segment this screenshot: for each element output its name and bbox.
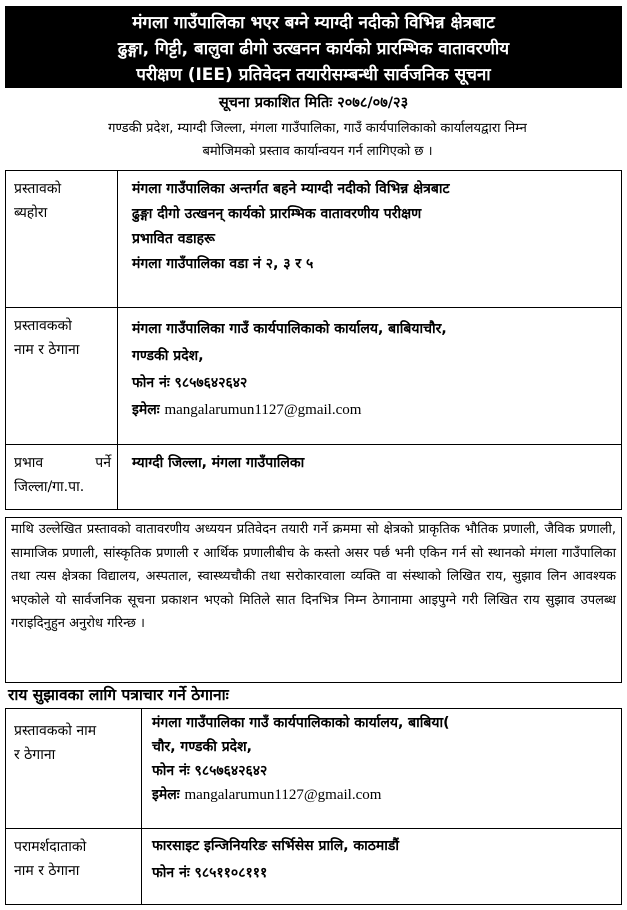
row-value: मंगला गाउँपालिका गाउँ कार्यपालिकाको कार्यालय, बाबिया( चौर, गण्डकी प्रदेश, फोन नंः ९८५७६४२६४२ इमेलः mangalarumun1127@gmail.com — [152, 711, 613, 807]
row-value: मंगला गाउँपालिका अन्तर्गत बहने म्याग्दी नदीको विभिन्न क्षेत्रबाट ढुङ्गा दीगो उत्खनन् कार्यको प्रारम्भिक वातावरणीय परीक्षण प्रभावित वडाहरू मंगला गाउँपालिका वडा नं २, ३ र ५ — [132, 181, 450, 272]
row-label: परामर्शदाताको नाम र ठेगाना — [6, 829, 142, 904]
row-label: प्रस्तावकको नाम र ठेगाना — [6, 709, 142, 828]
table-row-consultant — [6, 829, 621, 904]
phone-number: फोन नंः ९८५११०८१११ — [152, 865, 268, 881]
title-line-1: मंगला गाउँपालिका भएर बग्ने म्याग्दी नदीको विभिन्न क्षेत्रबाट — [132, 13, 495, 33]
title-line-2: ढुङ्गा, गिट्टी, बालुवा ढीगो उत्खनन कार्यको प्रारम्भिक वातावरणीय — [117, 39, 510, 59]
email-address: mangalarumun1127@gmail.com — [184, 787, 382, 803]
row-value: म्याग्दी जिल्ला, मंगला गाउँपालिका — [132, 455, 305, 471]
intro-line-2: बमोजिमको प्रस्ताव कार्यान्वयन गर्न लागिएको छ । — [202, 144, 433, 159]
notice-title-banner — [5, 6, 622, 88]
phone-number: फोन नंः ९८५७६४२६४२ — [132, 375, 248, 391]
intro-text — [20, 117, 615, 163]
notice-date: सूचना प्रकाशित मितिः २०७८/०७/२३ — [218, 95, 409, 111]
correspondence-heading: राय सुझावका लागि पत्राचार गर्ने ठेगानाः — [8, 686, 229, 704]
table-row-affected-area — [6, 445, 621, 509]
phone-number: फोन नंः ९८५७६४२६४२ — [152, 763, 268, 779]
proposal-details-table — [5, 170, 622, 510]
table-row-proposer — [6, 709, 621, 829]
body-paragraph: माथि उल्लेखित प्रस्तावको वातावरणीय अध्ययन प्रतिवेदन तयारी गर्ने क्रममा सो क्षेत्रको प्राकृतिक भौतिक प्रणाली, जैविक प्रणाली, सामाजिक प्रणाली, सांस्कृतिक प्रणाली र आर्थिक प्रणालीबीच के कस्तो असर पर्छ भनी एकिन गर्न सो स्थानको मंगला गाउँपालिका तथा त्यस क्षेत्रका विद्यालय, अस्पताल, स्वास्थ्यचौकी तथा सरोकारवाला व्यक्ति वा संस्थाको लिखित राय, सुझाव लिन आवश्यक भएकोले यो सार्वजनिक सूचना प्रकाशन भएको मितिले सात दिनभित्र निम्न ठेगानामा आइपुग्ने गरी लिखित राय सुझाव उपलब्ध गराइदिनुहुन अनुरोध गरिन्छ । — [5, 517, 622, 683]
table-row-proposer-address — [6, 308, 621, 445]
email-address: mangalarumun1127@gmail.com — [164, 402, 362, 418]
table-row-proposal-subject — [6, 171, 621, 308]
correspondence-table — [5, 708, 622, 905]
row-label: प्रभाव पर्ने जिल्ला/गा.पा. — [6, 445, 118, 509]
row-value: मंगला गाउँपालिका गाउँ कार्यपालिकाको कार्यालय, बाबियाचौर, गण्डकी प्रदेश, फोन नंः ९८५७६४२६४२ इमेलः mangalarumun1127@gmail.com — [132, 316, 613, 424]
row-label: प्रस्तावको ब्यहोरा — [6, 171, 118, 307]
row-value: फारसाइट इन्जिनियरिङ सर्भिसेस प्रालि, काठमाडौं फोन नंः ९८५११०८१११ — [152, 833, 613, 887]
title-line-3: परीक्षण (IEE) प्रतिवेदन तयारीसम्बन्धी सार्वजनिक सूचना — [136, 65, 491, 85]
row-label: प्रस्तावकको नाम र ठेगाना — [6, 308, 118, 444]
intro-line-1: गण्डकी प्रदेश, म्याग्दी जिल्ला, मंगला गाउँपालिका, गाउँ कार्यपालिकाको कार्यालयद्वारा निम्न — [108, 121, 527, 136]
